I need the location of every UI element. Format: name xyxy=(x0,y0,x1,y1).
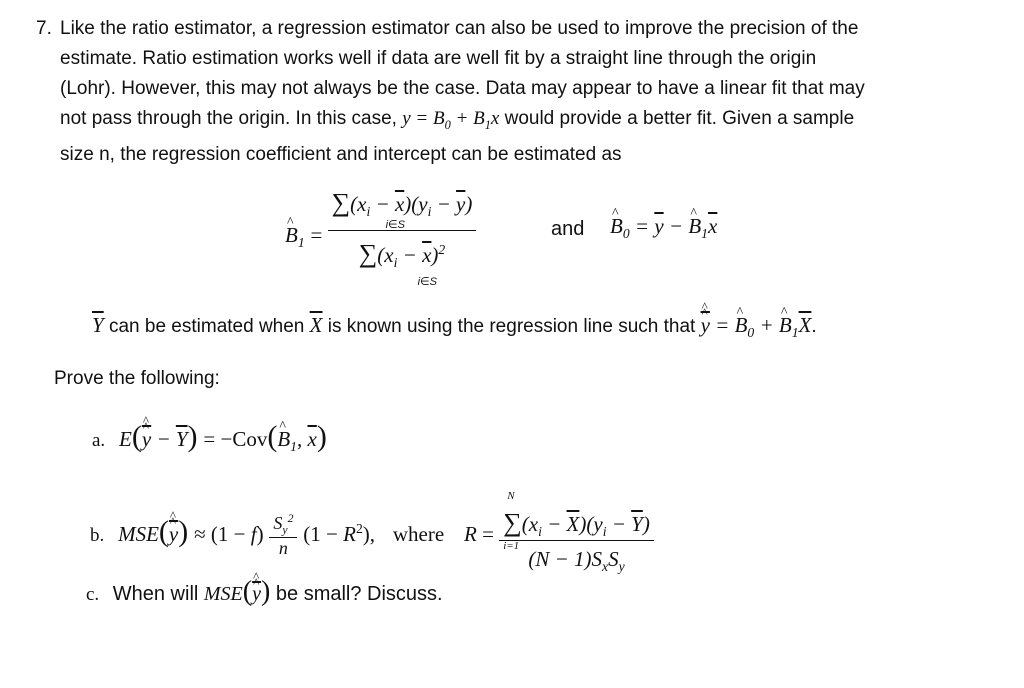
paragraph-line-1: Like the ratio estimator, a regression estimator can also be used to improve the precision of the xyxy=(60,18,859,39)
question-number: 7. xyxy=(36,18,52,39)
ybar-sentence: $\overline{Y}$ can be estimated when $\overline{X}$ is known using the regression line such that ^ $\overline{y}$ ^ = ^ $B_0$ + ^ $B_1\overline{X}$. xyxy=(92,313,817,341)
sum-index-bottom: i∈S xyxy=(417,276,437,289)
b1-estimator-formula: ^ $B_1$ = $\sum(x_i - \overline{x})(y_i - \overline{y})$ i∈S $\sum(x_i - \overline{x})^2$ i∈S xyxy=(285,188,476,285)
question-paragraph xyxy=(36,14,996,170)
item-b: b. MSE(^ $\overline{y}$ ^) ≈ (1 − f) $\frac{S_y^2}{n}$ $(1 - R^2)$, where R = N $\sum(x_i - \overline{X})(y_i - \overline{Y})$ i=1 $(N - 1)S_xS_y$ xyxy=(90,496,654,575)
sum-index-top: i∈S xyxy=(385,219,405,231)
paragraph-line-4: not pass through the origin. In this case, $y = B_0 + B_1x$ would provide a better fit. Given a sample xyxy=(60,108,855,132)
paragraph-line-2: estimate. Ratio estimation works well if data are well fit by a straight line through the origin xyxy=(60,48,817,69)
item-a: a. E(^ $\overline{y}$ ^ − $\overline{Y}$) = −Cov(^ $B_1$, $\overline{x}$) xyxy=(92,420,327,455)
paragraph-line-5: size n, the regression coefficient and intercept can be estimated as xyxy=(60,143,622,165)
model-equation: $y = B_0 + B_1x$ xyxy=(402,108,500,132)
item-c: c. When will MSE(^ $\overline{y}$ ^) be small? Discuss. xyxy=(86,576,443,608)
sum-bottom-limit: i=1 xyxy=(503,540,520,552)
sum-top-limit: N xyxy=(507,490,515,502)
prove-heading: Prove the following: xyxy=(54,368,220,389)
b0-estimator-formula: ^ $B_0 = \overline{y}$ − ^ $B_1\overline{x}$ xyxy=(610,214,717,242)
paragraph-line-3: (Lohr). However, this may not always be the case. Data may appear to have a linear fit that may xyxy=(60,78,865,99)
and-word: and xyxy=(551,218,585,240)
